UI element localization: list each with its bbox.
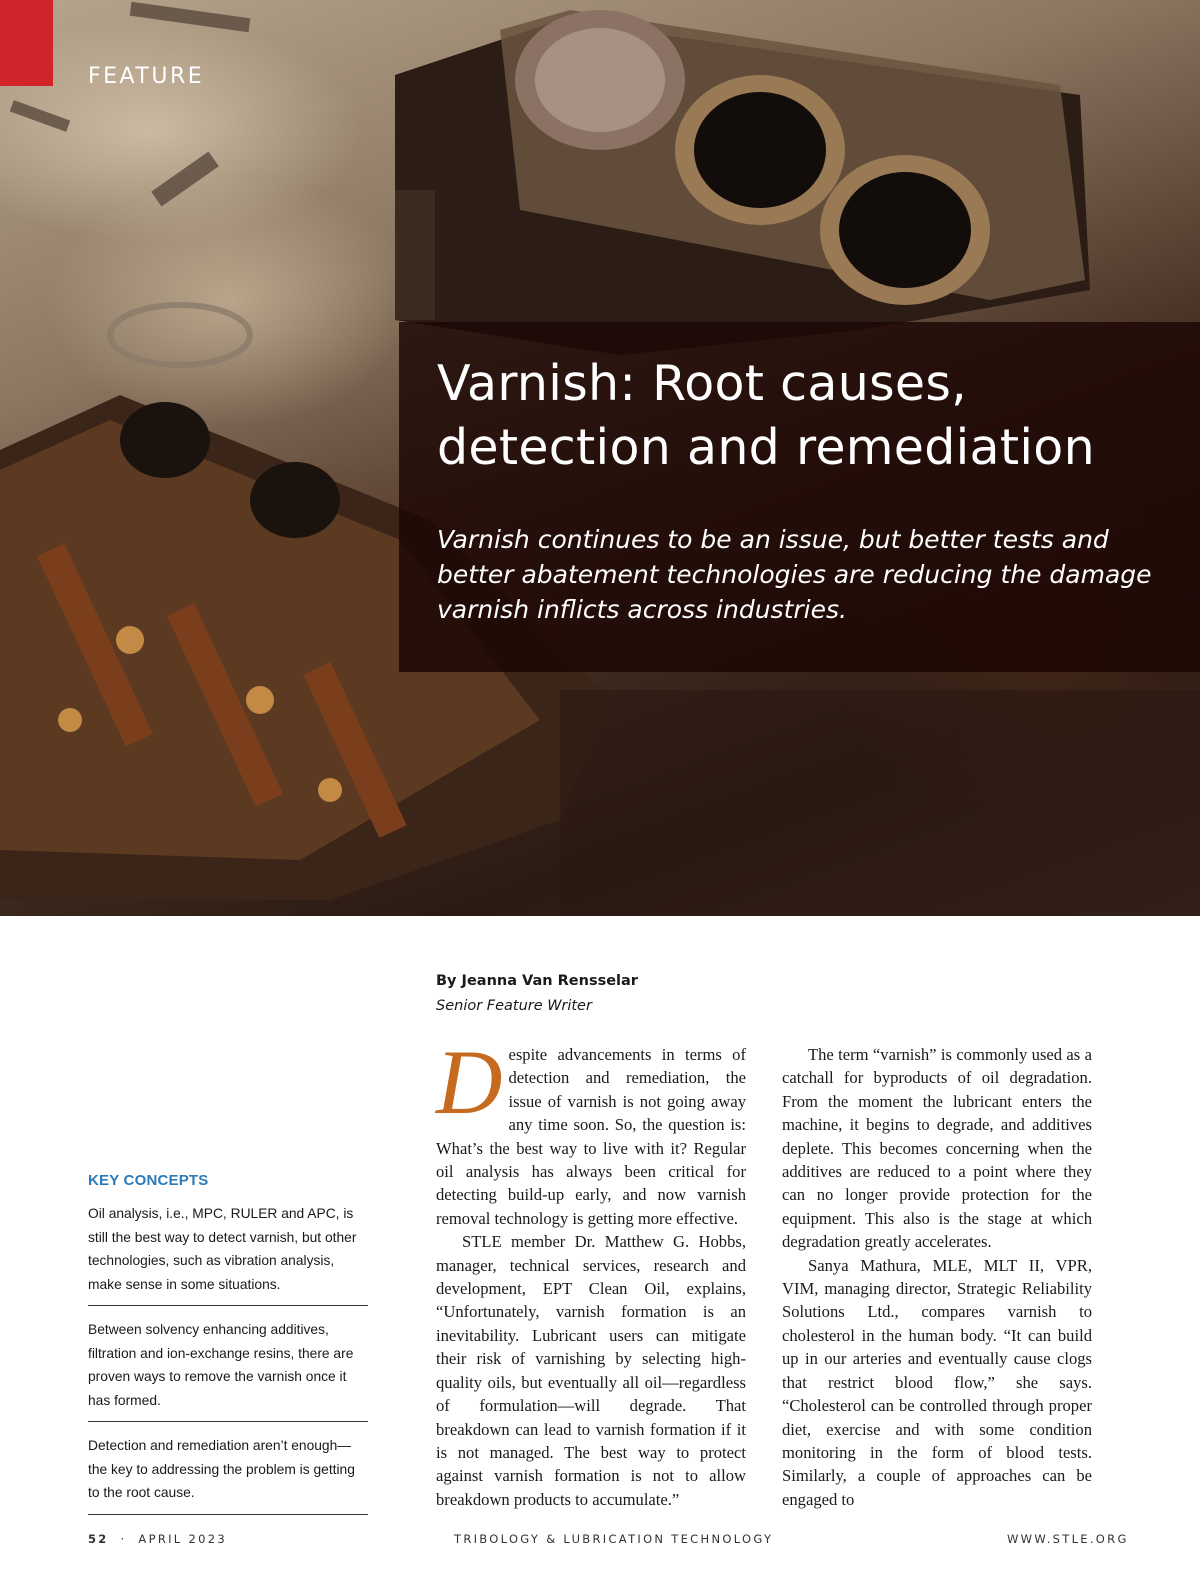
body-paragraph: STLE member Dr. Matthew G. Hobbs, manager, technical services, research and development, EPT Clean Oil, explains, “Unfortunately, varnish formation is an inevitability. Lubricant users can mitigate their risk of varnishing by selecting high-quality oils, but eventually all oil—regardless of formulation—will degrade. That breakdown can lead to varnish formation if it is not managed. The best way to protect against varnish formation is not to allow breakdown products to accumulate.” [436,1232,746,1509]
publication-name: TRIBOLOGY & LUBRICATION TECHNOLOGY [454,1532,774,1546]
body-column-1 [436,1031,746,1511]
body-paragraph [436,1031,746,1230]
page-number: 52 [88,1532,109,1546]
footer-page-info [88,1532,227,1546]
issue-date: APRIL 2023 [138,1532,227,1546]
website-link[interactable]: WWW.STLE.ORG [1007,1532,1129,1546]
byline-role: Senior Feature Writer [436,998,592,1014]
key-concept-item: Detection and remediation aren’t enough—the key to addressing the problem is getting to the root cause. [88,1434,368,1515]
key-concepts-sidebar [88,1172,368,1515]
article-deck: Varnish continues to be an issue, but better tests and better abatement technologies are reducing the damage varnish inflicts across industries. [437,525,1152,624]
footer-separator: · [120,1532,127,1546]
key-concept-item: Oil analysis, i.e., MPC, RULER and APC, is still the best way to detect varnish, but other technologies, such as vibration analysis, make sense in some situations. [88,1202,368,1306]
article-title: Varnish: Root causes, detection and remediation [437,355,1095,476]
body-paragraph: Sanya Mathura, MLE, MLT II, VPR, VIM, managing director, Strategic Reliability Solutions Ltd., compares varnish to cholesterol in the human body. “It can build up in our arteries and eventually cause clogs that restrict blood flow,” she says. “Cholesterol can be controlled through proper diet, exercise and with some condition monitoring in the form of blood tests. Similarly, a couple of approaches can be engaged to [782,1255,1092,1509]
engine-block [395,10,1090,355]
key-concepts-title: KEY CONCEPTS [88,1172,209,1189]
byline-author: By Jeanna Van Rensselar [436,973,638,989]
key-concept-item: Between solvency enhancing additives, filtration and ion-exchange resins, there are proven ways to remove the varnish once it has formed. [88,1318,368,1422]
section-color-tab [0,0,53,86]
body-paragraph-text: espite advancements in terms of detection and remediation, the issue of varnish is not going away any time soon. So, the question is: What’s the best way to live with it? Regular oil analysis has always been critical for detecting build-up early, and now varnish removal technology is getting more effective. [436,1045,746,1228]
drop-cap: D [436,1031,503,1133]
body-column-2 [782,1043,1092,1511]
body-paragraph: The term “varnish” is commonly used as a catchall for byproducts of oil degradation. From the moment the lubricant enters the machine, it begins to degrade, and additives deplete. This becomes concerning when the additives are reduced to a point where they can no longer provide protection for the equipment. This also is the stage at which degradation greatly accelerates. [782,1045,1092,1252]
section-label: FEATURE [88,64,205,89]
